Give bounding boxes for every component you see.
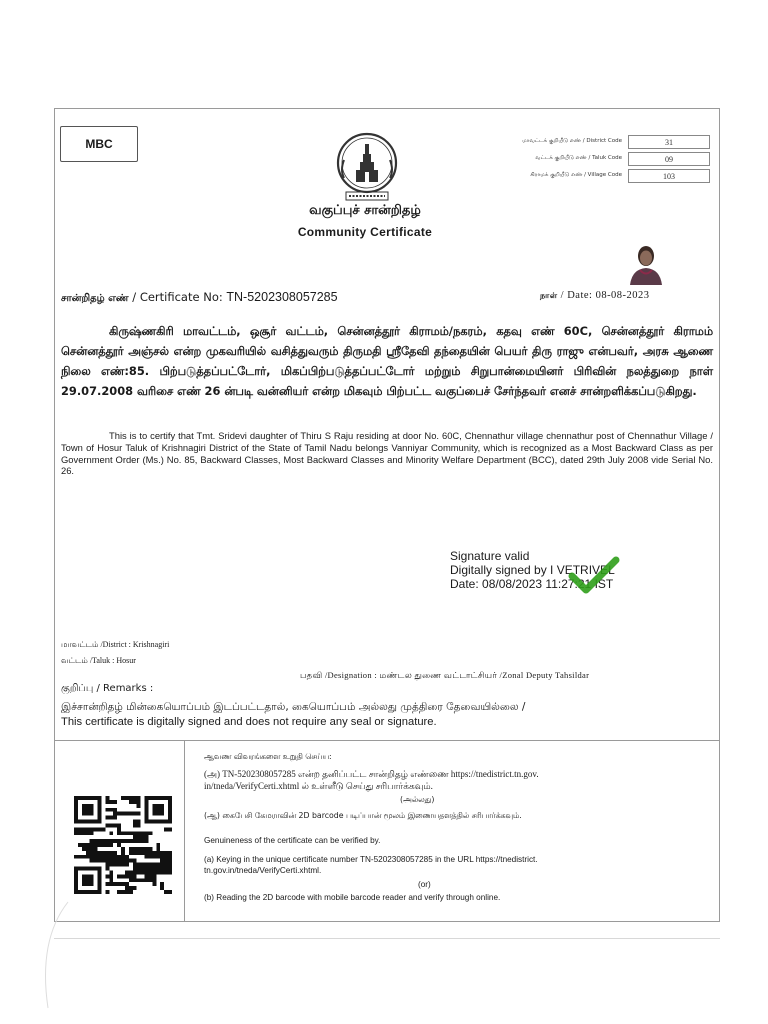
verify-option-a-english-cont: tn.gov.in/tneda/VerifyCerti.xhtml. [204, 866, 322, 875]
verify-option-b-tamil: (ஆ) கைபேசி கேமராவின் 2D barcode படிப்பான் மூலம் இணையதளத்தில் சரிபார்க்கவும். [204, 811, 522, 820]
verify-or-tamil: (அல்லது) [400, 795, 435, 804]
date-label-english: / Date: [560, 290, 593, 301]
tamil-nadu-emblem-icon [334, 130, 400, 202]
qr-code[interactable] [74, 796, 172, 894]
verify-heading-tamil: ஆவண விவரங்களை உறுதி செய்ய: [204, 752, 332, 761]
applicant-photo [626, 241, 666, 285]
certificate-number-value: TN-5202308057285 [226, 290, 338, 304]
district-code-value: 31 [628, 135, 710, 149]
taluk-code-value: 09 [628, 152, 710, 166]
village-code-row [460, 169, 710, 183]
verify-option-a-tamil: (அ) TN-5202308057285 என்ற தனிப்பட்ட சான்றிதழ் எண்ணை https://tnedistrict.tn.gov. [204, 769, 539, 779]
verify-option-a-english: (a) Keying in the unique certificate number TN-5202308057285 in the URL https://tnedistrict. [204, 855, 538, 864]
title-english: Community Certificate [297, 225, 433, 239]
certificate-number [61, 290, 338, 305]
taluk-line: வட்டம் /Taluk : Hosur [61, 656, 136, 665]
certificate-label-tamil: சான்றிதழ் எண் [61, 293, 129, 304]
signature-date: Date: 08/08/2023 11:27:21 IST [450, 577, 614, 591]
taluk-code-row [460, 152, 710, 166]
verify-option-a-tamil-cont: in/tneda/VerifyCerti.xhtml ல் உள்ளீடு செய்து சரிபார்க்கவும். [204, 781, 433, 791]
district-code-row [460, 135, 710, 149]
digital-sign-note-english: This certificate is digitally signed and does not require any seal or signature. [61, 716, 437, 728]
date-label-tamil: நாள் [540, 291, 558, 300]
village-code-label: கிராமக் குறியீடு எண் / Village Code [530, 172, 622, 178]
certificate-date [540, 290, 650, 301]
signature-status: Signature valid [450, 549, 530, 563]
district-line: மாவட்டம் /District : Krishnagiri [61, 640, 170, 649]
district-code-label: மாவட்டக் குறியீடு எண் / District Code [522, 138, 622, 144]
verify-heading-english: Genuineness of the certificate can be verified by. [204, 836, 381, 845]
remarks-label: குறிப்பு / Remarks : [61, 683, 154, 694]
certificate-label-english: / Certificate No: [132, 290, 223, 304]
qr-divider [184, 740, 185, 922]
date-value: 08-08-2023 [595, 290, 650, 301]
village-code-value: 103 [628, 169, 710, 183]
digital-sign-note-tamil: இச்சான்றிதழ் மின்கையொப்பம் இடப்பட்டதால், கையொப்பம் அல்லது முத்திரை தேவையில்லை / [61, 701, 526, 713]
title-tamil: வகுப்புச் சான்றிதழ் [309, 203, 421, 218]
checkmark-icon [568, 554, 620, 596]
verify-or-english: (or) [418, 880, 431, 889]
verify-option-b-english: (b) Reading the 2D barcode with mobile barcode reader and verify through online. [204, 893, 501, 902]
signature-signer: Digitally signed by I VETRIVEL [450, 563, 615, 577]
certification-text-tamil: கிருஷ்ணகிரி மாவட்டம், ஒசூர் வட்டம், சென்னத்தூர் கிராமம்/நகரம், கதவு எண் 60C, சென்னத்தூர் கிராமம் சென்னத்தூர் அஞ்சல் என்ற முகவரியில் வசித்துவரும் திருமதி ஸ்ரீதேவி தந்தையின் பெயர் திரு ராஜு என்பவர், அரசு ஆணை நிலை எண்:85. பிற்படுத்தப்பட்டோர், மிகப்பிற்படுத்தப்பட்டோர் மற்றும் சிறுபான்மையினர் பிரிவின் நலத்துறை நாள் 29.07.2008 வரிசை எண் 26 ன்படி வன்னியர் என்ற மிகவும் பிற்பட்ட வகுப்பைச் சேர்ந்தவர் எனச் சான்றளிக்கப்படுகிறது. [61, 324, 713, 398]
page-bottom-line [54, 938, 720, 939]
verification-divider [54, 740, 720, 741]
certification-text-english: This is to certify that Tmt. Sridevi daughter of Thiru S Raju residing at door No. 60C, Chennathur village chennathur post of Chennathur Village / Town of Hosur Taluk of Krishnagiri District of the State of Tamil Nadu belongs Vanniyar Community, which is recognized as a Most Backward Class as per Government Order (Ms.) No. 85, Backward Classes, Most Backward Classes and Minority Welfare Department (BCC), dated 29th July 2008 vide Serial No. 26. [61, 430, 713, 477]
community-badge: MBC [60, 126, 138, 162]
designation-line: பதவி /Designation : மண்டல துணை வட்டாட்சியர் /Zonal Deputy Tahsildar [300, 670, 590, 680]
pen-mark [18, 900, 78, 1010]
taluk-code-label: வட்டக் குறியீடு எண் / Taluk Code [535, 155, 622, 161]
